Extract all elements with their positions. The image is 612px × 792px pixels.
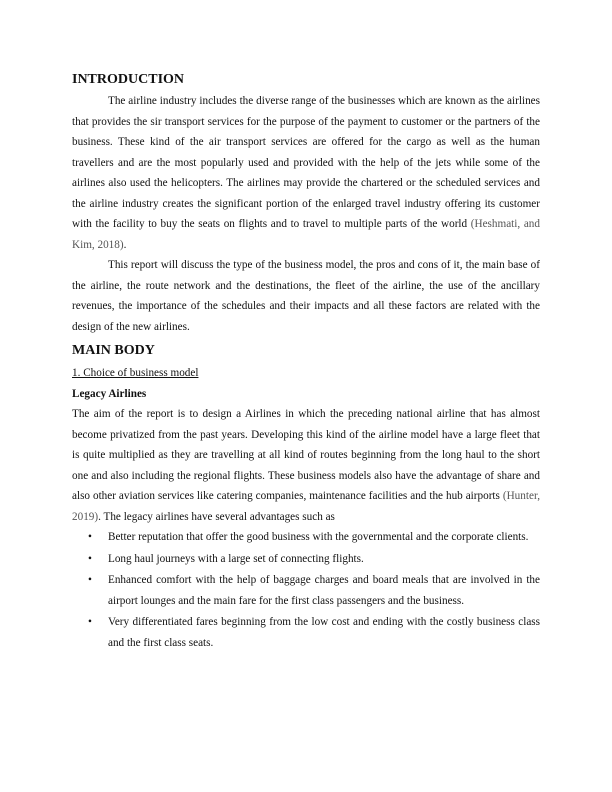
bullet-icon: •	[88, 616, 92, 628]
citation-heshmati-kim: (Heshmati, and Kim, 2018)	[72, 218, 540, 251]
list-item-text: Enhanced comfort with the help of baggage charges and board meals that are involved in the airport lounges and the main fare for the first class passengers and the business.	[108, 574, 540, 607]
bullet-icon: •	[88, 552, 92, 565]
bullet-icon: •	[88, 574, 92, 586]
list-item	[72, 527, 540, 548]
intro-paragraph-1	[72, 91, 540, 255]
legacy-airlines-subheading: Legacy Airlines	[72, 387, 147, 400]
introduction-heading: INTRODUCTION	[72, 72, 185, 87]
main-paragraph-1	[72, 404, 540, 527]
list-item	[72, 549, 540, 570]
document-page	[72, 70, 540, 654]
list-item	[72, 612, 540, 653]
main-paragraph-1-end: . The legacy airlines have several advantages such as	[98, 510, 335, 523]
list-item-text: Better reputation that offer the good business with the governmental and the corporate clients.	[108, 531, 529, 543]
bullet-icon: •	[88, 531, 92, 543]
list-item	[72, 570, 540, 611]
list-item-text: Very differentiated fares beginning from the low cost and ending with the costly business class and the first class seats.	[108, 616, 540, 649]
section-title-business-model: 1. Choice of business model	[72, 367, 199, 379]
citation-hunter: (Hunter, 2019)	[72, 490, 541, 523]
list-item-text: Long haul journeys with a large set of connecting flights.	[108, 552, 364, 565]
main-paragraph-1-text: The aim of the report is to design a Airlines in which the preceding national airline that has almost become privatized from the past years. Developing this kind of the airline model have a large fleet that is quite multiplied as they are travelling at all kind of routes beginning from the long haul to the short one and also including the regional flights. These business models also have the advantage of share and also other aviation services like catering companies, maintenance facilities and the hub airports	[72, 408, 540, 502]
intro-paragraph-1-text: The airline industry includes the diverse range of the businesses which are known as the airlines that provides the sir transport services for the purpose of the payment to customer or the partners of the business. These kind of the air transport services are offered for the cargo as well as the human travellers and are the most popularly used and provided with the help of the jets while some of the airlines also used the helicopters. The airlines may provide the chartered or the scheduled services and the airline industry creates the significant portion of the enlarged travel industry offering its customer with the facility to buy the seats on flights and to travel to multiple parts of the world	[72, 95, 540, 230]
intro-paragraph-1-end: .	[123, 238, 127, 251]
main-body-heading: MAIN BODY	[72, 343, 155, 358]
intro-paragraph-2: This report will discuss the type of the business model, the pros and cons of it, the main base of the airline, the route network and the destinations, the fleet of the airline, the use of the ancillary revenues, the importance of the schedules and their impacts and all these factors are related with the design of the new airlines.	[72, 259, 540, 333]
advantages-list	[72, 527, 540, 653]
